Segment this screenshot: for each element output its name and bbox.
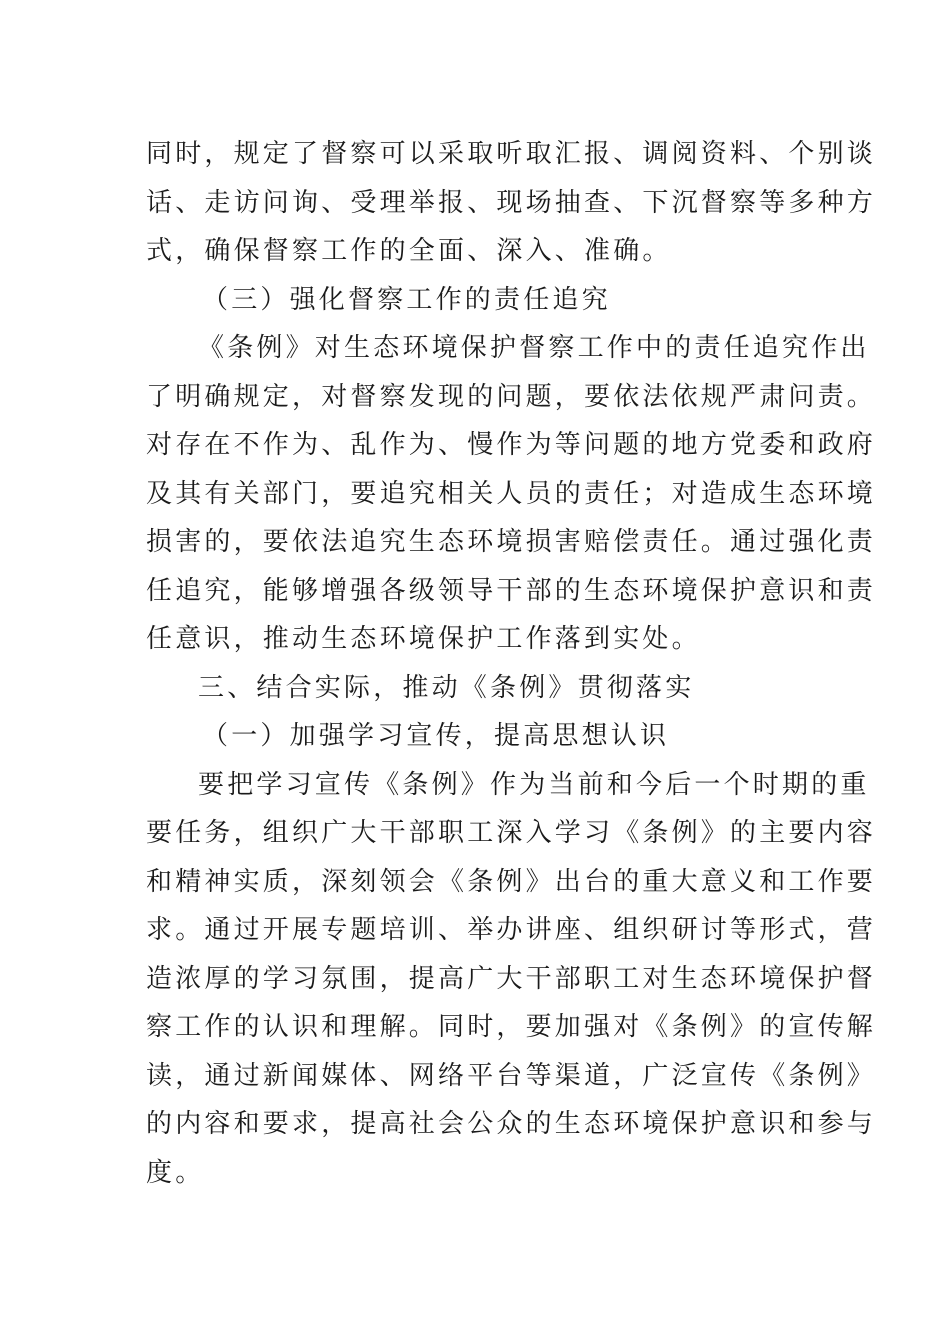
paragraph-line: 话、走访问询、受理举报、现场抽查、下沉督察等多种方 bbox=[146, 187, 877, 218]
paragraph-line: 要把学习宣传《条例》作为当前和今后一个时期的重 bbox=[198, 769, 870, 800]
paragraph-line: 要任务，组织广大干部职工深入学习《条例》的主要内容 bbox=[146, 818, 877, 848]
document-body bbox=[146, 130, 877, 1197]
paragraph-line: 损害的，要依法追究生态环境损害赔偿责任。通过强化责 bbox=[146, 527, 877, 557]
section-heading-1: （一）加强学习宣传，提高思想认识 bbox=[202, 721, 670, 751]
paragraph-line: 《条例》对生态环境保护督察工作中的责任追究作出 bbox=[198, 333, 870, 363]
paragraph-line: 及其有关部门，要追究相关人员的责任；对造成生态环境 bbox=[146, 478, 877, 509]
paragraph-line: 任意识，推动生态环境保护工作落到实处。 bbox=[146, 624, 701, 654]
paragraph-line: 的内容和要求，提高社会公众的生态环境保护意识和参与 bbox=[146, 1109, 877, 1139]
chapter-heading-3: 三、结合实际，推动《条例》贯彻落实 bbox=[198, 672, 695, 703]
paragraph-line: 任追究，能够增强各级领导干部的生态环境保护意识和责 bbox=[146, 575, 877, 606]
paragraph-line: 读，通过新闻媒体、网络平台等渠道，广泛宣传《条例》 bbox=[146, 1060, 877, 1091]
paragraph-line: 求。通过开展专题培训、举办讲座、组织研讨等形式，营 bbox=[146, 915, 877, 945]
paragraph-line: 造浓厚的学习氛围，提高广大干部职工对生态环境保护督 bbox=[146, 963, 877, 994]
paragraph-line: 同时，规定了督察可以采取听取汇报、调阅资料、个别谈 bbox=[146, 139, 877, 169]
paragraph-line: 对存在不作为、乱作为、慢作为等问题的地方党委和政府 bbox=[146, 430, 877, 460]
section-heading-3: （三）强化督察工作的责任追究 bbox=[202, 284, 611, 315]
paragraph-line: 察工作的认识和理解。同时，要加强对《条例》的宣传解 bbox=[146, 1012, 877, 1042]
paragraph-line: 和精神实质，深刻领会《条例》出台的重大意义和工作要 bbox=[146, 866, 877, 897]
paragraph-line: 式，确保督察工作的全面、深入、准确。 bbox=[146, 236, 672, 266]
paragraph-line: 度。 bbox=[146, 1157, 205, 1188]
paragraph-line: 了明确规定，对督察发现的问题，要依法依规严肃问责。 bbox=[146, 381, 877, 412]
